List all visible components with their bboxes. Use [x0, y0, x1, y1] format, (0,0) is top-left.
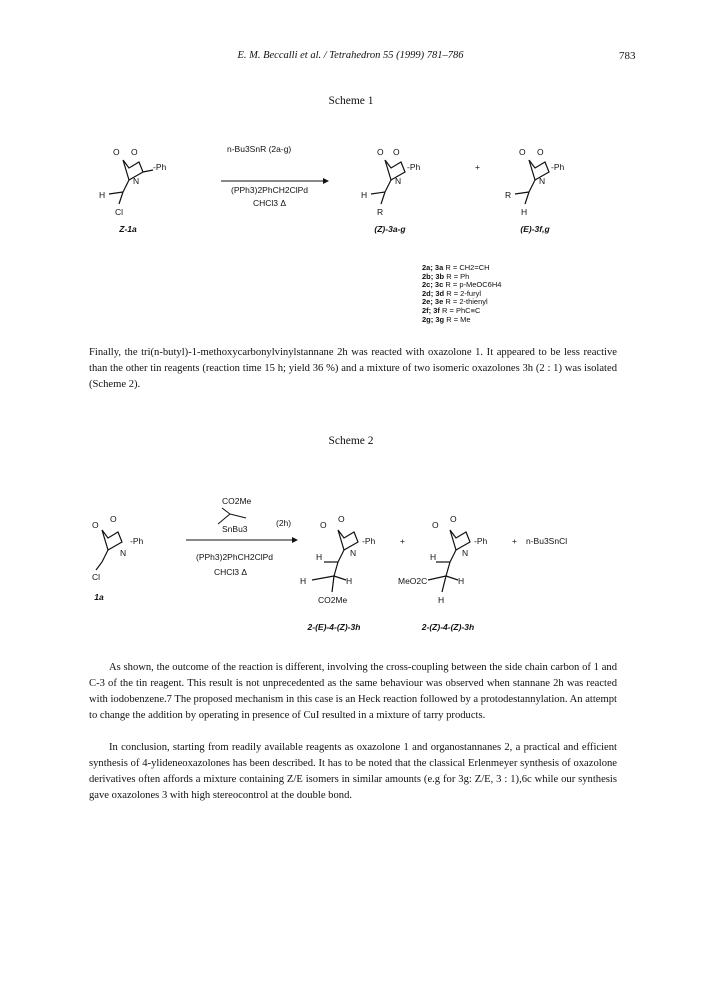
s2-p1-Ph: -Ph: [362, 536, 376, 546]
s2-p2-H2: H: [458, 576, 465, 586]
s1-label-start: Z-1a: [119, 224, 137, 234]
s2-p1-H1: H: [316, 552, 323, 562]
legend-row: 2a; 3a R = CH2=CH: [422, 263, 490, 272]
s1-e-R: R: [505, 190, 512, 200]
legend-row: 2f; 3f R = PhC≡C: [422, 305, 481, 315]
s2-p2-ester: MeO2C: [398, 576, 428, 586]
s1-reagent-mid: (PPh3)2PhCH2ClPd: [231, 185, 309, 195]
s2-reagent-code: (2h): [276, 518, 292, 528]
legend-row: 2c; 3c R = p-MeOC6H4: [422, 280, 502, 290]
s1-reagent-top: n-Bu3SnR (2a-g): [227, 144, 292, 154]
s2-p1-O2: O: [338, 514, 345, 524]
s1-start-Cl: Cl: [115, 207, 124, 217]
s2-p2-H3: H: [438, 595, 445, 605]
s2-p1-H2: H: [300, 576, 307, 586]
s2-reagent-tin: SnBu3: [222, 524, 248, 534]
s1-e-N: N: [539, 176, 546, 186]
s2-p2-O2: O: [450, 514, 457, 524]
s2-plus1: +: [400, 536, 405, 546]
running-head: E. M. Beccalli et al. / Tetrahedron 55 (1999) 781–786: [237, 50, 464, 61]
s2-reagent-ester: CO2Me: [222, 496, 252, 506]
page-number: 783: [619, 50, 636, 62]
legend-row: 2g; 3g R = Me: [422, 314, 471, 324]
scheme1-start-molecule: [109, 160, 153, 204]
s1-e-H: H: [521, 207, 528, 217]
paragraph-3: In conclusion, starting from readily available reagents as oxazolone 1 and organostannanes 2, a practical and efficient synthesis of 4-ylideneoxazolones has been described. It has to be noted that the classical Erlenmeyer synthesis of oxazolone derivatives often affords a mixture containing Z/E isomers in similar amounts (e.g for 3g: Z/E, 3 : 1),6c while our synthesis gave oxazolones 3 with high stereocontrol at the double bond.: [89, 742, 617, 801]
s1-z-N: N: [395, 176, 402, 186]
s1-z-O2: O: [393, 147, 400, 157]
scheme2-start-molecule: [96, 530, 122, 570]
s1-e-O1: O: [519, 147, 526, 157]
s2-start-Cl: Cl: [92, 572, 101, 582]
s2-start-N: N: [120, 548, 127, 558]
s2-p2-O1: O: [432, 520, 439, 530]
s2-p2-H1: H: [430, 552, 437, 562]
s1-reagent-bot: CHCl3 Δ: [253, 198, 287, 208]
s1-z-O1: O: [377, 147, 384, 157]
s1-start-N: N: [133, 176, 140, 186]
scheme2-title: Scheme 2: [328, 435, 374, 447]
s2-p1-O1: O: [320, 520, 327, 530]
scheme1-title: Scheme 1: [328, 95, 374, 107]
s2-start-O2: O: [110, 514, 117, 524]
paragraph-2: As shown, the outcome of the reaction is different, involving the cross-coupling between the side chain carbon of 1 and C-3 of the tin reagent. This result is not unprecedented as the same behaviour was observed when stannane 2h was reacted with iodobenzene.7 The proposed mechanism in this case is an Heck reaction followed by a protodestannylation. An attempt to change the addition by operating in presence of CuI resulted in a mixture of tarry products.: [89, 662, 617, 721]
scheme2-graphic: [80, 480, 640, 630]
s2-p1-ester: CO2Me: [318, 595, 348, 605]
s1-start-Ph: -Ph: [153, 162, 167, 172]
s2-label-p1: 2-(E)-4-(Z)-3h: [307, 622, 361, 632]
legend-row: 2b; 3b R = Ph: [422, 271, 470, 281]
s2-p1-N: N: [350, 548, 357, 558]
s2-label-p2: 2-(Z)-4-(Z)-3h: [421, 622, 475, 632]
s1-start-O2: O: [131, 147, 138, 157]
s2-reagent-mid: (PPh3)2PhCH2ClPd: [196, 552, 274, 562]
legend-row: 2e; 3e R = 2-thienyl: [422, 297, 488, 307]
s2-p1-H3: H: [346, 576, 353, 586]
s2-label-start: 1a: [94, 592, 104, 602]
s1-z-R: R: [377, 207, 384, 217]
s2-reagent-bot: CHCl3 Δ: [214, 567, 248, 577]
s1-label-e: (E)-3f,g: [520, 224, 550, 234]
s2-p2-Ph: -Ph: [474, 536, 488, 546]
s2-start-O1: O: [92, 520, 99, 530]
s2-plus2: +: [512, 536, 517, 546]
s1-plus: +: [475, 162, 480, 172]
s1-label-z: (Z)-3a-g: [374, 224, 406, 234]
s1-start-O1: O: [113, 147, 120, 157]
s2-byproduct: n-Bu3SnCl: [526, 536, 568, 546]
s1-e-O2: O: [537, 147, 544, 157]
s1-legend: [422, 264, 501, 324]
s2-p2-N: N: [462, 548, 469, 558]
s1-start-H: H: [99, 190, 106, 200]
s1-z-Ph: -Ph: [407, 162, 421, 172]
s1-e-Ph: -Ph: [551, 162, 565, 172]
s2-start-Ph: -Ph: [130, 536, 144, 546]
legend-row: 2d; 3d R = 2-furyl: [422, 288, 481, 298]
s1-z-H: H: [361, 190, 368, 200]
paragraph-1: Finally, the tri(n-butyl)-1-methoxycarbonylvinylstannane 2h was reacted with oxazolone 1. It appeared to be less reactive than the other tin reagents (reaction time 15 h; yield 36 %) and a mixture of two isomeric oxazolones 3h (2 : 1) was isolated (Scheme 2).: [89, 347, 617, 390]
